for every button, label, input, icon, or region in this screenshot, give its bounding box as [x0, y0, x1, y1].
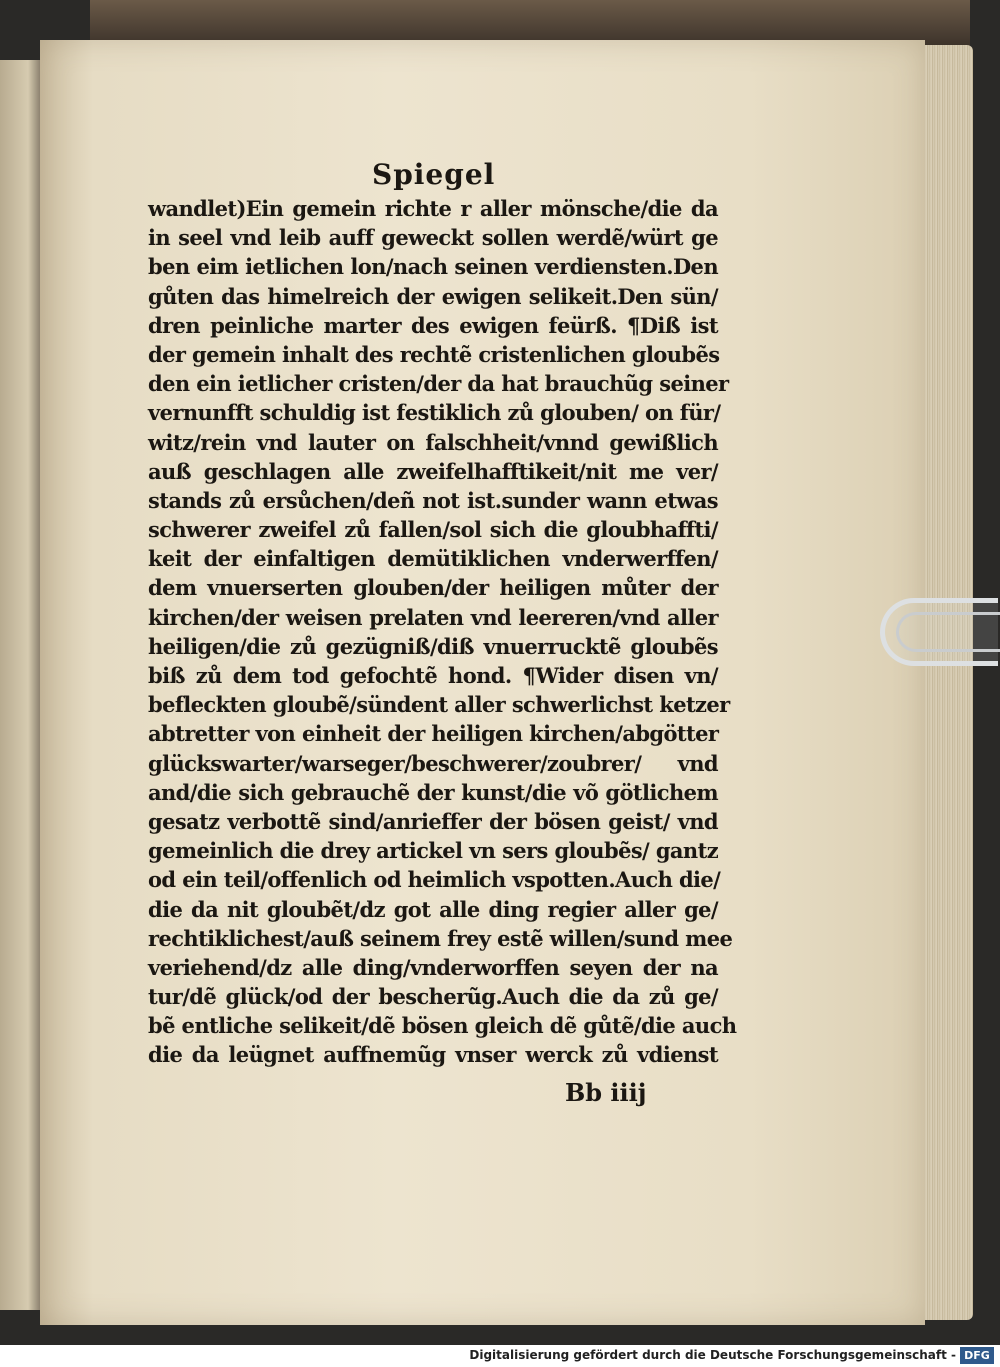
signature-mark: Bb iiij — [565, 1078, 647, 1107]
dfg-logo: DFG — [960, 1347, 994, 1364]
text-line: die da leügnet auffnemũg vnser werck zů vdienst — [148, 1042, 718, 1068]
text-line: biß zů dem tod gefochtẽ hond. ¶Wider disen vn/ — [148, 663, 718, 688]
running-header: Spiegel — [372, 158, 496, 191]
text-line: keit der einfaltigen demütiklichen vnderwerffen/ — [148, 546, 718, 572]
text-line: tur/dẽ glück/od der bescherũg.Auch die da zů ge/ — [148, 984, 718, 1010]
text-line: in seel vnd leib auff geweckt sollen werdẽ/würt ge — [148, 225, 718, 251]
text-line: dren peinliche marter des ewigen feürß. ¶Diß ist — [148, 312, 718, 338]
text-line: stands zů ersůchen/deñ not ist.sunder wann etwas — [148, 487, 718, 513]
text-line: rechtiklichest/auß seinem frey estẽ willen/sund mee — [148, 925, 733, 951]
text-line: den ein ietlicher cristen/der da hat brauchũg seiner — [148, 371, 729, 397]
text-line: gemeinlich die drey artickel vn sers gloubẽs/ gantz — [148, 838, 719, 864]
text-line: wandlet)Ein gemein richte r aller mönsche/die da — [148, 196, 718, 221]
text-line: veriehend/dz alle ding/vnderworffen seyen der na — [148, 954, 718, 980]
text-line: kirchen/der weisen prelaten vnd leereren/vnd aller — [148, 604, 718, 630]
text-line: glückswarter/warseger/beschwerer/zoubrer/ vnd — [148, 750, 718, 776]
text-line: gesatz verbottẽ sind/anrieffer der bösen geist/ vnd — [148, 808, 718, 834]
text-line: and/die sich gebrauchẽ der kunst/die võ götlichem — [148, 779, 718, 805]
text-line: witz/rein vnd lauter on falschheit/vnnd gewißlich — [148, 429, 718, 455]
page-stack-edges — [918, 45, 973, 1320]
text-line: vernunfft schuldig ist festiklich zů glouben/ on für/ — [148, 400, 721, 426]
paper-clip-inner — [896, 612, 1000, 652]
text-line: die da nit gloubẽt/dz got alle ding regier aller ge/ — [148, 896, 718, 922]
text-line: abtretter von einheit der heiligen kirchen/abgötter — [148, 721, 719, 747]
page-text — [148, 194, 737, 1070]
funding-credit: Digitalisierung gefördert durch die Deutsche Forschungsgemeinschaft - — [469, 1348, 956, 1362]
text-line: der gemein inhalt des rechtẽ cristenlichen gloubẽs — [148, 341, 720, 367]
text-line: od ein teil/offenlich od heimlich vspotten.Auch die/ — [148, 867, 721, 893]
text-line: bẽ entliche selikeit/dẽ bösen gleich dẽ gůtẽ/die auch — [148, 1013, 737, 1039]
footer-bar — [0, 1345, 1000, 1367]
text-line: dem vnuerserten glouben/der heiligen můter der — [148, 575, 718, 601]
text-line: auß geschlagen alle zweifelhafftikeit/nit me ver/ — [148, 458, 718, 484]
text-line: heiligen/die zů gezügniß/diß vnuerrucktẽ gloubẽs — [148, 633, 718, 659]
text-line: befleckten gloubẽ/sündent aller schwerlichst ketzer — [148, 692, 730, 718]
text-line: gůten das himelreich der ewigen selikeit.Den sün/ — [148, 283, 718, 309]
text-line: ben eim ietlichen lon/nach seinen verdiensten.Den — [148, 254, 718, 280]
text-line: schwerer zweifel zů fallen/sol sich die gloubhaffti/ — [148, 517, 718, 543]
facing-page-edge — [0, 60, 40, 1310]
